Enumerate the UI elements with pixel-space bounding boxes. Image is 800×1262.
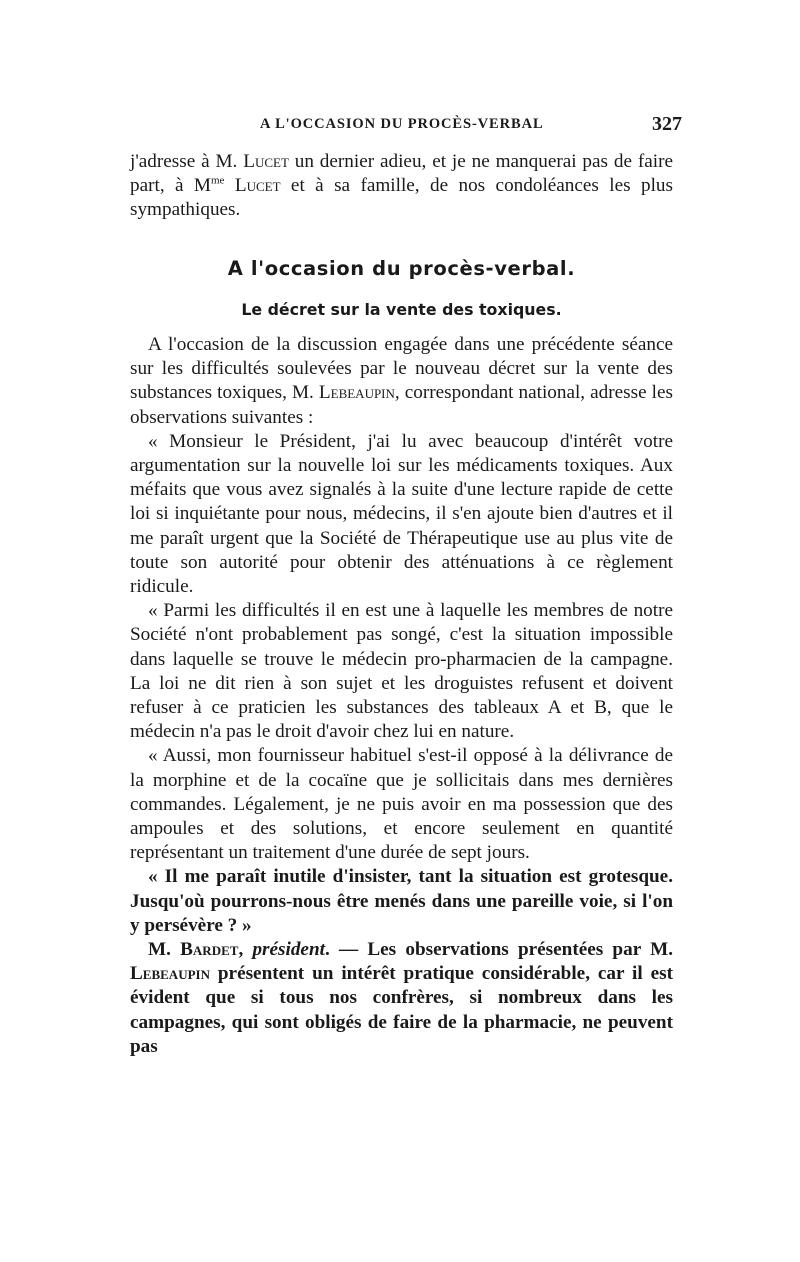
text-run xyxy=(224,175,234,196)
section-subtitle: Le décret sur la vente des toxiques. xyxy=(241,300,562,319)
role-label: président xyxy=(252,939,325,961)
paragraph: « Il me paraît inutile d'insister, tant la situation est grotesque. Jusqu'où pourrons-nous être menés dans une pareille voie, si l'on y persévère ? » xyxy=(130,866,673,936)
person-name: Bardet xyxy=(180,939,239,961)
section-title: A l'occasion du procès-verbal. xyxy=(227,257,576,280)
person-name: Lebeaupin xyxy=(130,963,210,985)
paragraph: « Parmi les difficultés il en est une à laquelle les membres de notre Société n'ont probablement pas songé, c'est la situation impossible dans laquelle se trouve le médecin pro-pharmacien de la campagne. La loi ne dit rien à son sujet et les droguistes refusent et doivent refuser à ce praticien les substances des tableaux A et B, que le médecin n'a pas le droit d'avoir chez lui en nature. xyxy=(130,600,673,743)
running-head-title: A L'OCCASION DU PROCÈS-VERBAL xyxy=(260,116,544,132)
text-run: , xyxy=(238,939,253,961)
text-run: , correspondant national, adresse les observations suivantes : xyxy=(130,382,673,428)
superscript: me xyxy=(211,174,225,187)
text-run: j'adresse à M. xyxy=(130,151,244,172)
person-name: Lebeaupin xyxy=(318,382,395,404)
paragraph xyxy=(130,938,673,1059)
text-run: M. xyxy=(148,939,181,961)
running-head xyxy=(130,113,682,140)
opening-paragraph xyxy=(130,150,673,222)
paragraph xyxy=(130,150,673,222)
person-name: Lucet xyxy=(243,151,289,172)
paragraph: « Monsieur le Président, j'ai lu avec beaucoup d'intérêt votre argumentation sur la nouvelle loi sur les médicaments toxiques. Aux méfaits que vous avez signalés à la suite d'une lecture rapide de cette loi si inquiétante pour nous, médecins, il s'en ajoute bien d'autres et il me paraît urgent que la Société de Thérapeutique use au plus vite de toute son autorité pour obtenir des atténuations à ce règlement ridicule. xyxy=(130,430,673,598)
text-run: A l'occasion de la discussion engagée dans une précédente séance sur les difficultés soulevées par le nouveau décret sur la vente des substances toxiques, M. xyxy=(130,334,673,404)
person-name: Lucet xyxy=(234,175,281,197)
text-run: un dernier adieu, et je ne manquerai pas de faire part, à M xyxy=(130,151,673,197)
text-run: et à sa famille, de nos condoléances les plus sympathiques. xyxy=(130,175,673,221)
text-run: . — Les observations présentées par M. xyxy=(324,939,673,961)
paragraph xyxy=(130,333,673,430)
text-run: présentent un intérêt pratique considérable, car il est évident que si tous nos confrères, si nombreux dans les campagnes, qui sont obligés de faire de la pharmacie, ne peuvent pas xyxy=(130,963,673,1057)
paragraph: « Aussi, mon fournisseur habituel s'est-il opposé à la délivrance de la morphine et de la cocaïne que je sollicitais dans mes dernières commandes. Légalement, je ne puis avoir en ma possession que des ampoules et des solutions, et encore seulement en quantité représentant un traitement d'une durée de sept jours. xyxy=(130,745,673,864)
page-number: 327 xyxy=(652,113,682,135)
section-body xyxy=(130,333,673,1059)
